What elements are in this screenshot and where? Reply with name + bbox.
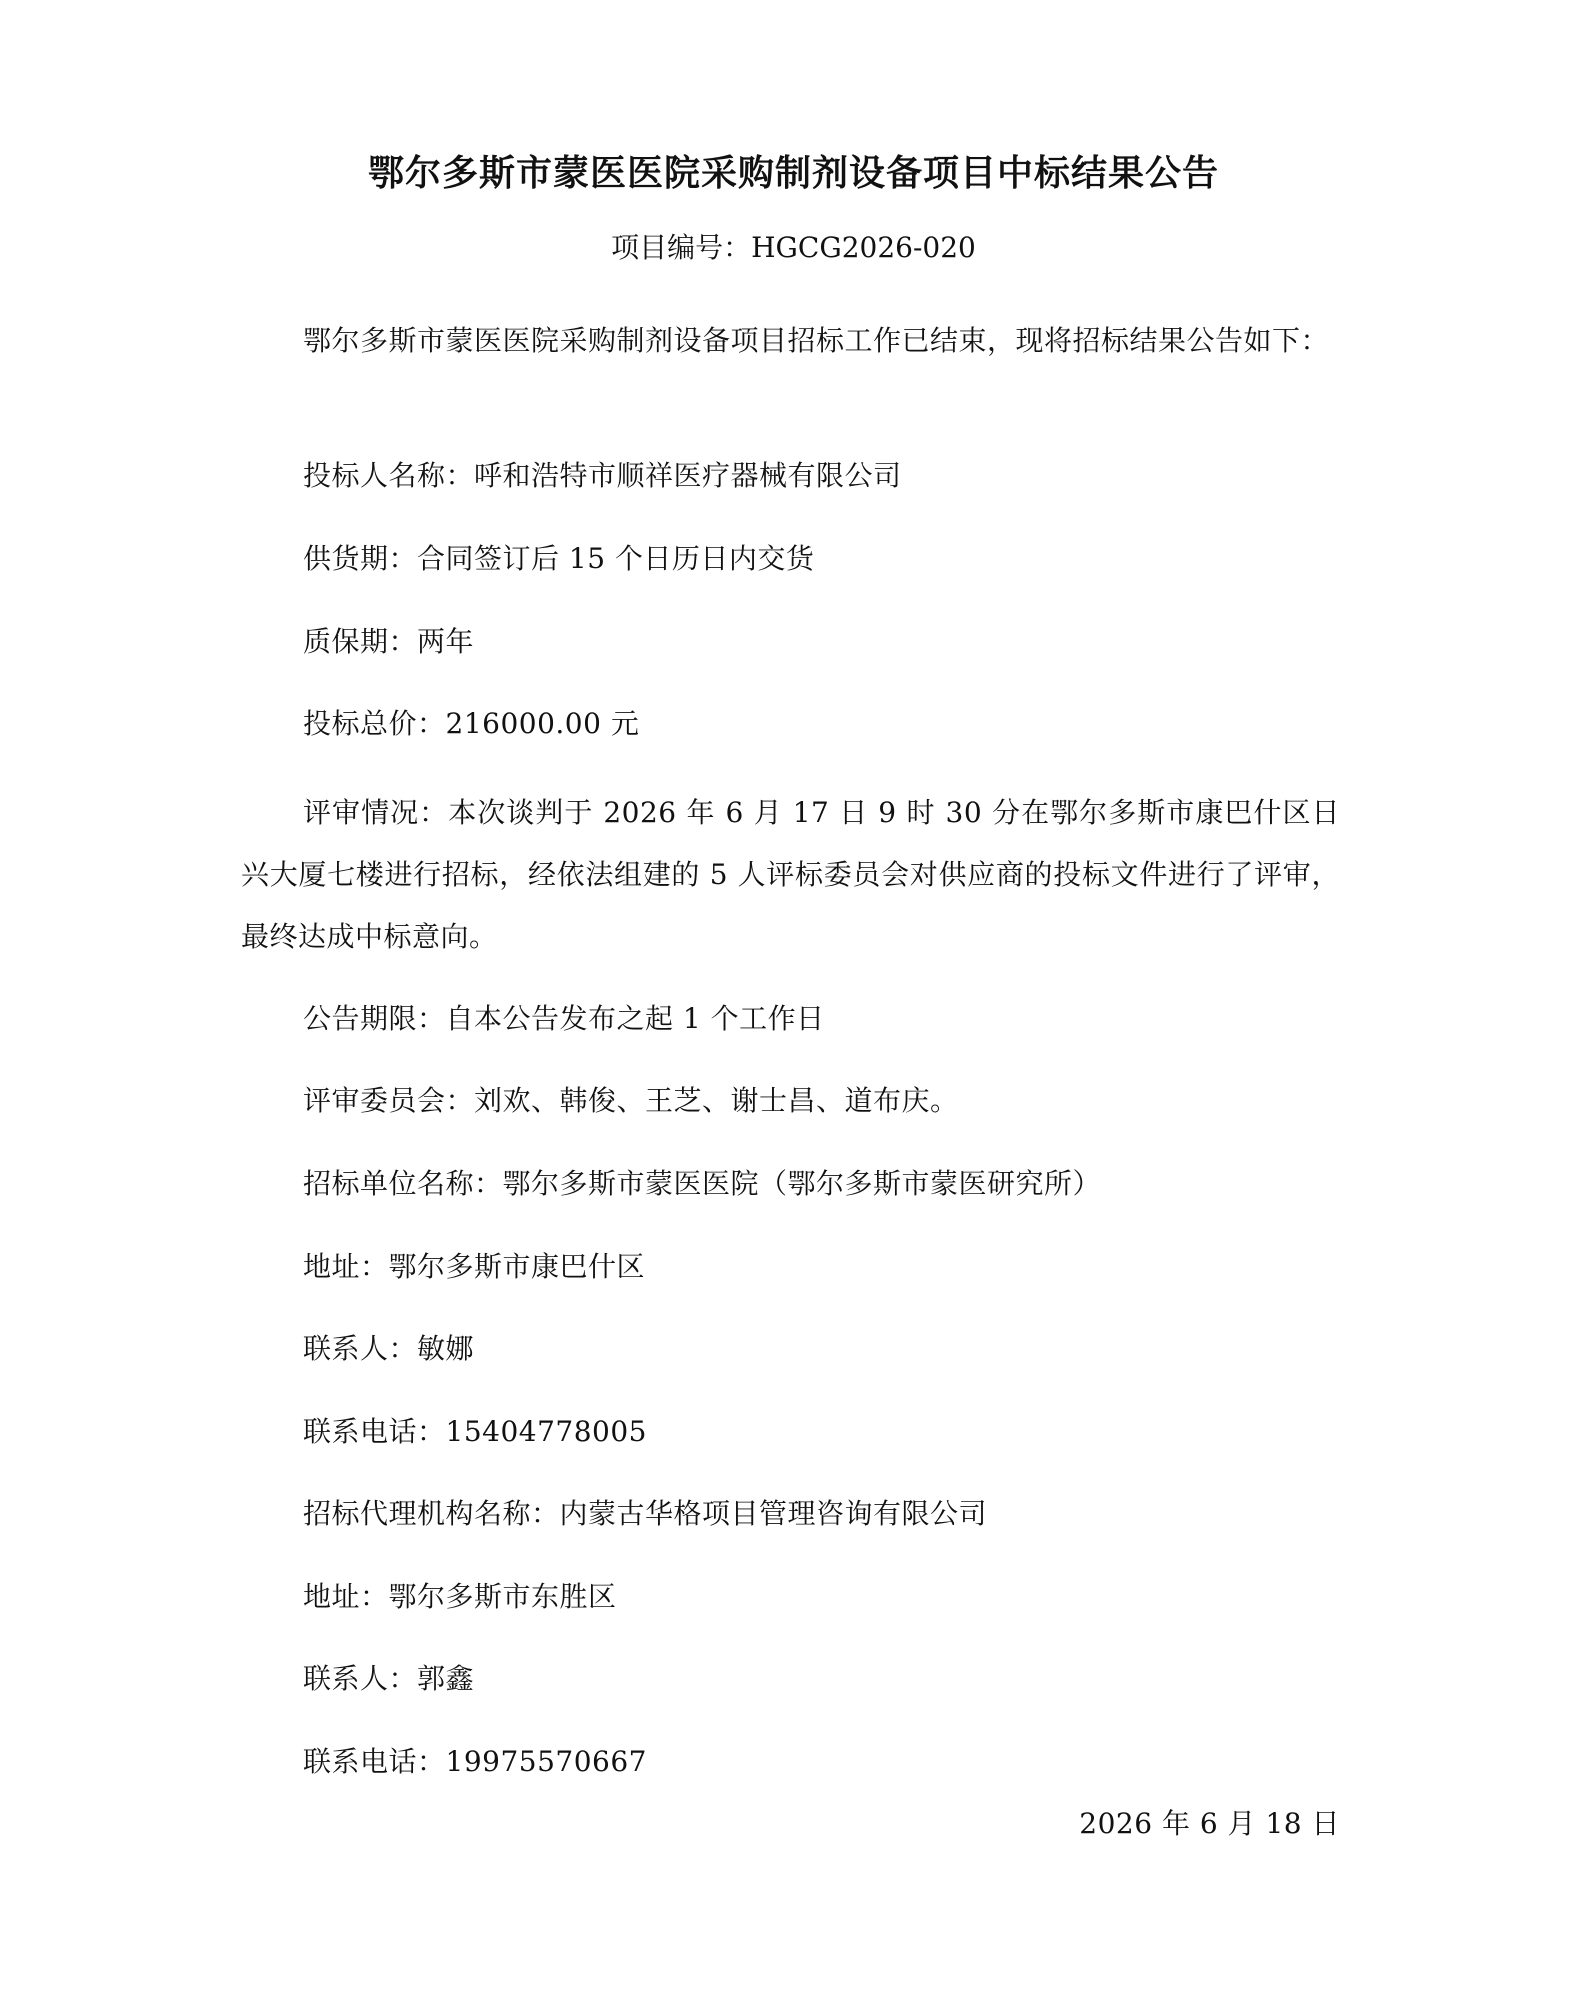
tenderer-address: 地址：鄂尔多斯市康巴什区 [303,1250,646,1283]
agency-phone: 联系电话：19975570667 [303,1745,647,1778]
notice-period: 公告期限：自本公告发布之起 1 个工作日 [303,1002,825,1035]
total-price: 投标总价：216000.00 元 [303,707,640,740]
warranty-period: 质保期：两年 [303,625,475,658]
review-committee: 评审委员会：刘欢、韩俊、王芝、谢士昌、道布庆。 [303,1084,959,1117]
publish-date: 2026 年 6 月 18 日 [1079,1807,1340,1840]
project-number: 项目编号：HGCG2026-020 [611,231,976,264]
tenderer-contact: 联系人：敏娜 [303,1332,475,1365]
tenderer-phone: 联系电话：15404778005 [303,1415,647,1448]
delivery-period: 供货期：合同签订后 15 个日历日内交货 [303,542,815,575]
review-paragraph: 评审情况：本次谈判于 2026 年 6 月 17 日 9 时 30 分在鄂尔多斯市康巴什区日兴大厦七楼进行招标，经依法组建的 5 人评标委员会对供应商的投标文件进行了评审，最终达成中标意向。 [241,796,1340,953]
bidder-name: 投标人名称：呼和浩特市顺祥医疗器械有限公司 [303,459,902,492]
tenderer-name: 招标单位名称：鄂尔多斯市蒙医医院（鄂尔多斯市蒙医研究所） [303,1167,1102,1200]
agency-address: 地址：鄂尔多斯市东胜区 [303,1580,617,1613]
document-title: 鄂尔多斯市蒙医医院采购制剂设备项目中标结果公告 [367,152,1219,194]
intro-paragraph: 鄂尔多斯市蒙医医院采购制剂设备项目招标工作已结束，现将招标结果公告如下： [303,324,1330,357]
agency-contact: 联系人：郭鑫 [303,1662,475,1695]
agency-name: 招标代理机构名称：内蒙古华格项目管理咨询有限公司 [303,1497,988,1530]
